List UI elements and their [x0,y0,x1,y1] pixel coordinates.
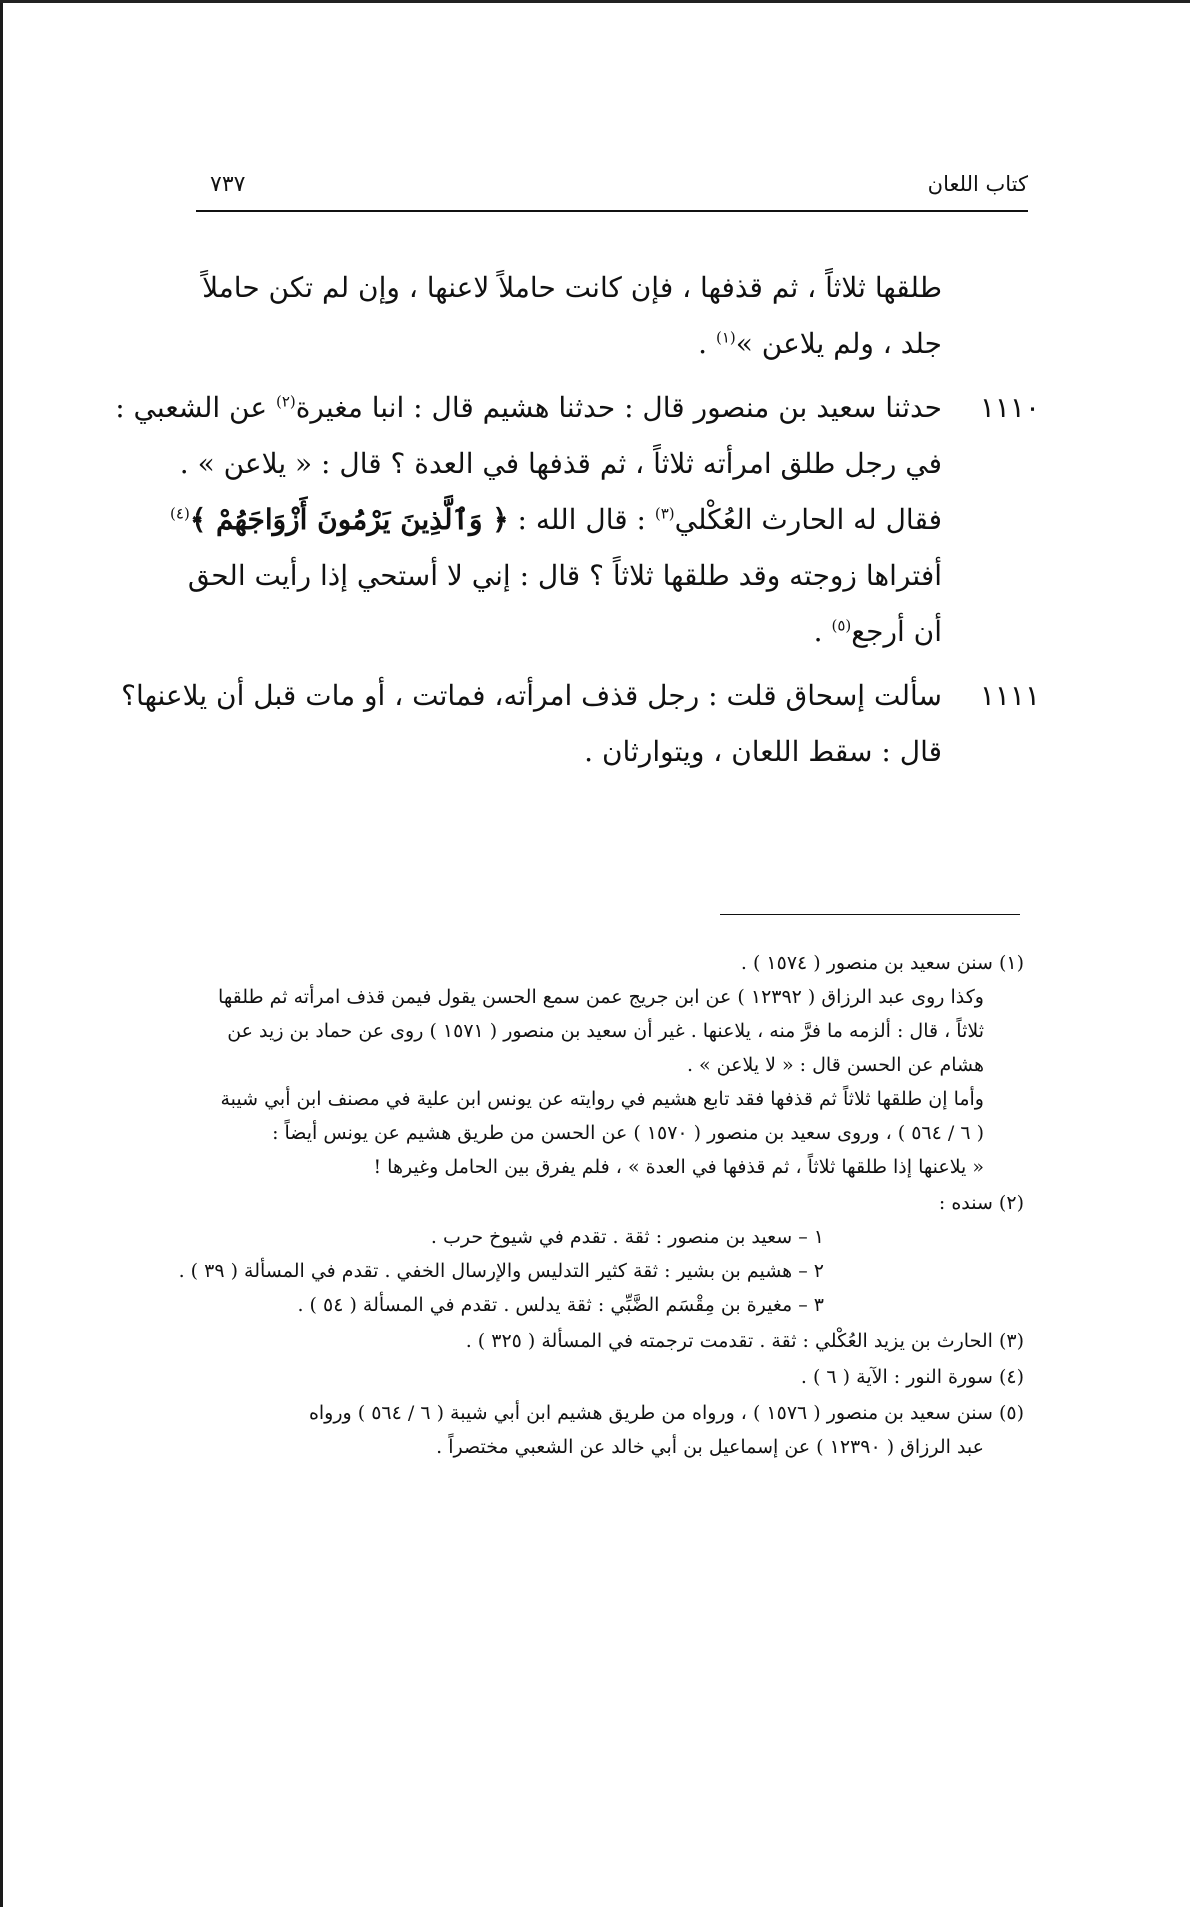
footnote-line: ( ٦ / ٥٦٤ ) ، وروى سعيد بن منصور ( ١٥٧٠ ) عن الحسن من طريق هشيم عن يونس أيضاً : [272,1122,984,1144]
footnote-2 [178,1186,1024,1322]
footnote-ref: (٢) [275,392,296,411]
footnote-ref: (٣) [654,504,675,523]
text-line: أفتراها زوجته وقد طلقها ثلاثاً ؟ قال : إني لا أستحي إذا رأيت الحق [187,559,942,592]
footnote-line: عبد الرزاق ( ١٢٣٩٠ ) عن إسماعيل بن أبي خالد عن الشعبي مختصراً . [436,1436,984,1458]
text-line: جلد ، ولم يلاعن »$^{(١)}$ . [698,327,942,360]
chapter-title: كتاب اللعان [927,172,1028,196]
footnotes [178,946,1024,1466]
main-text [115,260,1040,780]
footnote-line: (٢) سنده : [938,1192,1024,1214]
footnote-line: (٥) سنن سعيد بن منصور ( ١٥٧٦ ) ، ورواه من طريق هشيم ابن أبي شيبة ( ٦ / ٥٦٤ ) ورواه [308,1402,1024,1424]
footnote-4 [186,1360,1024,1394]
text-line: أن أرجع$^{(٥)}$ . [813,615,942,648]
text-line: طلقها ثلاثاً ، ثم قذفها ، فإن كانت حاملاً لاعنها ، وإن لم تكن حاملاً [202,271,942,304]
footnote-line: هشام عن الحسن قال : « لا يلاعن » . [686,1054,984,1076]
footnote-line: ثلاثاً ، قال : ألزمه ما فرَّ منه ، يلاعنها . غير أن سعيد بن منصور ( ١٥٧١ ) روى عن حماد بن زيد عن [227,1020,984,1042]
isnad-item: ٣ – مغيرة بن مِقْسَم الضَّبِّي : ثقة يدلس . تقدم في المسألة ( ٥٤ ) . [297,1294,824,1316]
entry-number: ١١١١ [979,679,1040,712]
scan-edge-top [0,0,1190,3]
page-number: ٧٣٧ [210,172,246,197]
footnote-ref: (٥) [831,616,852,635]
entry-number: ١١١٠ [979,391,1040,424]
footnote-line: (٣) الحارث بن يزيد العُكْلي : ثقة . تقدمت ترجمته في المسألة ( ٣٢٥ ) . [465,1330,1024,1352]
isnad-item: ٢ – هشيم بن بشير : ثقة كثير التدليس والإرسال الخفي . تقدم في المسألة ( ٣٩ ) . [178,1260,824,1282]
footnote-ref: (٤) [170,504,190,523]
quran-verse: ﴿ وَٱلَّذِينَ يَرْمُونَ أَزْوَاجَهُمْ ﴾ [189,503,509,536]
text-line: سألت إسحاق قلت : رجل قذف امرأته، فماتت ، أو مات قبل أن يلاعنها؟ [121,679,942,712]
footnote-line: وأما إن طلقها ثلاثاً ثم قذفها فقد تابع هشيم في روايته عن يونس ابن علية في مصنف ابن أبي شيبة [220,1088,984,1110]
text-line: قال : سقط اللعان ، ويتوارثان . [584,735,942,768]
footnote-line: (٤) سورة النور : الآية ( ٦ ) . [800,1366,1024,1388]
continuation-paragraph [190,260,1030,372]
footnote-3 [186,1324,1024,1358]
scan-edge-left [0,0,3,1907]
footnote-1 [186,946,1024,1184]
text-line: حدثنا سعيد بن منصور قال : حدثنا هشيم قال : انبا مغيرة$^{(٢)}$ عن الشعبي : [115,391,942,424]
footnote-line: وكذا روى عبد الرزاق ( ١٢٣٩٢ ) عن ابن جريج عمن سمع الحسن يقول فيمن قذف امرأته ثم طلقها [218,986,984,1008]
footnote-divider [720,914,1020,915]
entry-1110 [115,380,1040,660]
text-line: في رجل طلق امرأته ثلاثاً ، ثم قذفها في العدة ؟ قال : « يلاعن » . [179,447,942,480]
footnote-ref: (١) [715,328,736,347]
footnote-line: (١) سنن سعيد بن منصور ( ١٥٧٤ ) . [740,952,1024,974]
running-header [196,172,1028,212]
footnote-line: « يلاعنها إذا طلقها ثلاثاً ، ثم قذفها في العدة » ، فلم يفرق بين الحامل وغيرها ! [373,1156,984,1178]
isnad-item: ١ – سعيد بن منصور : ثقة . تقدم في شيوخ حرب . [430,1226,824,1248]
entry-1111 [121,668,1040,780]
footnote-5 [186,1396,1024,1464]
text-line: فقال له الحارث العُكْلي$^{(٣)}$ : قال الله : ﴿ وَٱلَّذِينَ يَرْمُونَ أَزْوَاجَهُمْ ﴾$^{(٤)}$ [170,503,942,536]
